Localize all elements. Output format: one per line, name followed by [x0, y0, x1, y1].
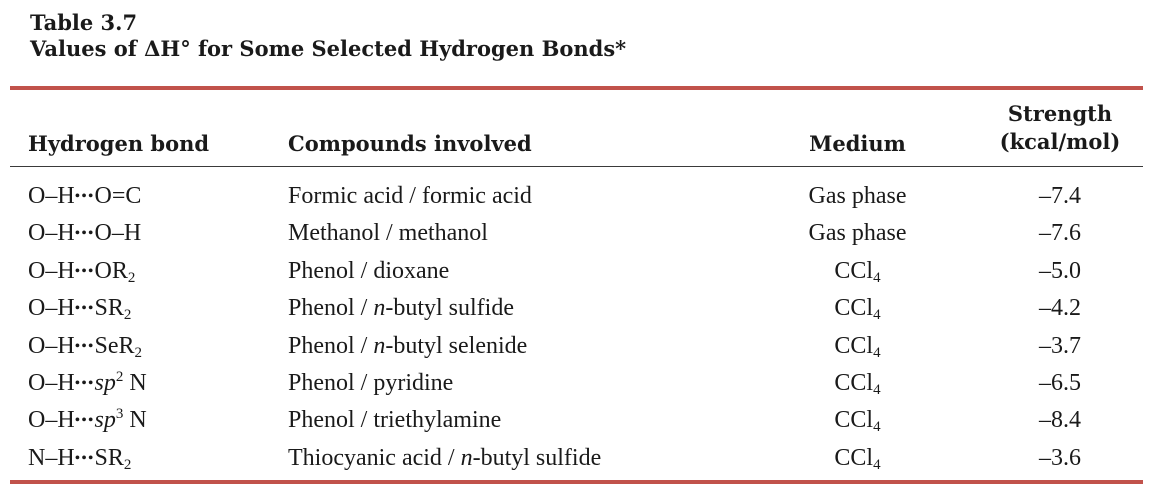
- bond-dots: •••: [74, 263, 95, 280]
- cell-hydrogen-bond: [28, 218, 141, 251]
- bond-donor: O–H: [28, 370, 75, 396]
- cell-medium: [760, 256, 955, 289]
- medium-text: Gas phase: [808, 183, 907, 209]
- cell-compounds: Methanol / methanol: [288, 220, 488, 246]
- bond-acceptor: sp: [94, 370, 116, 396]
- medium-subscript: 4: [873, 382, 881, 398]
- medium-text: Gas phase: [808, 220, 907, 246]
- cell-strength: –7.6: [1039, 220, 1081, 246]
- cell-medium: [760, 331, 955, 364]
- medium-subscript: 4: [873, 270, 881, 286]
- medium-text: CCl: [834, 333, 874, 359]
- bond-acceptor: O=C: [94, 183, 142, 209]
- bond-dots: •••: [74, 188, 95, 205]
- bond-donor: N–H: [28, 445, 75, 471]
- cell-medium: [760, 368, 955, 401]
- bond-tail: N: [123, 370, 147, 396]
- header-rule: [10, 166, 1143, 167]
- medium-subscript: 4: [873, 307, 881, 323]
- compounds-text: -butyl sulfide: [385, 295, 514, 321]
- cell-hydrogen-bond: [28, 181, 141, 214]
- medium-text: CCl: [834, 407, 874, 433]
- cell-hydrogen-bond: [28, 443, 131, 476]
- cell-strength: –5.0: [1039, 258, 1081, 284]
- bond-dots: •••: [74, 300, 95, 317]
- table-number: Table 3.7: [30, 10, 138, 35]
- bond-dots: •••: [74, 338, 95, 355]
- bond-acceptor: SR: [94, 445, 124, 471]
- cell-strength: –3.6: [1039, 445, 1081, 471]
- cell-strength: –6.5: [1039, 370, 1081, 396]
- cell-compounds: [288, 331, 527, 361]
- medium-text: CCl: [834, 295, 874, 321]
- header-medium: Medium: [809, 131, 906, 156]
- cell-hydrogen-bond: [28, 293, 131, 326]
- bond-donor: O–H: [28, 220, 75, 246]
- bond-subscript: 2: [134, 345, 142, 361]
- cell-compounds: [288, 443, 601, 473]
- medium-text: CCl: [834, 370, 874, 396]
- cell-strength: –7.4: [1039, 183, 1081, 209]
- cell-medium: [760, 405, 955, 438]
- bond-donor: O–H: [28, 258, 75, 284]
- bond-subscript: 2: [123, 457, 132, 473]
- cell-medium: [760, 181, 955, 211]
- cell-strength: –4.2: [1039, 295, 1081, 321]
- header-strength-line2: (kcal/mol): [999, 129, 1121, 154]
- bond-donor: O–H: [28, 407, 75, 433]
- compounds-italic: n: [460, 445, 473, 471]
- cell-hydrogen-bond: [28, 256, 135, 289]
- compounds-italic: n: [373, 333, 386, 359]
- cell-hydrogen-bond: [28, 368, 147, 401]
- table-caption: [30, 10, 626, 62]
- cell-strength: –8.4: [1039, 407, 1081, 433]
- cell-hydrogen-bond: [28, 331, 142, 364]
- bond-dots: •••: [74, 450, 95, 467]
- bond-donor: O–H: [28, 183, 75, 209]
- medium-text: CCl: [834, 445, 874, 471]
- cell-compounds: Phenol / dioxane: [288, 258, 450, 284]
- bond-dots: •••: [74, 375, 95, 392]
- bond-dots: •••: [74, 225, 95, 242]
- cell-compounds: Formic acid / formic acid: [288, 183, 532, 209]
- cell-medium: [760, 218, 955, 248]
- compounds-text: Phenol /: [288, 333, 374, 359]
- cell-strength: –3.7: [1039, 333, 1081, 359]
- cell-medium: [760, 443, 955, 476]
- bond-tail: N: [123, 407, 147, 433]
- cell-medium: [760, 293, 955, 326]
- compounds-text: -butyl sulfide: [472, 445, 602, 471]
- bond-subscript: 2: [123, 307, 132, 323]
- bond-subscript: 2: [127, 270, 136, 286]
- compounds-text: Phenol /: [288, 295, 374, 321]
- top-rule: [10, 86, 1143, 90]
- compounds-italic: n: [373, 295, 386, 321]
- cell-compounds: Phenol / pyridine: [288, 370, 454, 396]
- header-strength-line1: Strength: [1007, 101, 1113, 126]
- cell-compounds: Phenol / triethylamine: [288, 407, 502, 433]
- bond-donor: O–H: [28, 295, 75, 321]
- compounds-text: Thiocyanic acid /: [288, 445, 461, 471]
- header-hydrogen-bond: Hydrogen bond: [28, 131, 210, 156]
- cell-hydrogen-bond: [28, 405, 147, 438]
- compounds-text: -butyl selenide: [385, 333, 528, 359]
- bond-superscript: 3: [115, 406, 124, 422]
- bond-superscript: 2: [115, 369, 124, 385]
- medium-subscript: 4: [873, 419, 881, 435]
- table-title: Values of ΔH° for Some Selected Hydrogen Bonds*: [30, 36, 627, 61]
- medium-text: CCl: [834, 258, 874, 284]
- header-compounds: Compounds involved: [288, 131, 532, 156]
- bond-acceptor: OR: [94, 258, 128, 284]
- bond-acceptor: SR: [94, 295, 124, 321]
- bottom-rule: [10, 480, 1143, 484]
- bond-donor: O–H: [28, 333, 75, 359]
- medium-subscript: 4: [873, 457, 881, 473]
- bond-dots: •••: [74, 412, 95, 429]
- cell-compounds: [288, 293, 514, 323]
- bond-acceptor: sp: [94, 407, 116, 433]
- bond-acceptor: SeR: [94, 333, 135, 359]
- medium-subscript: 4: [873, 345, 881, 361]
- bond-acceptor: O–H: [94, 220, 142, 246]
